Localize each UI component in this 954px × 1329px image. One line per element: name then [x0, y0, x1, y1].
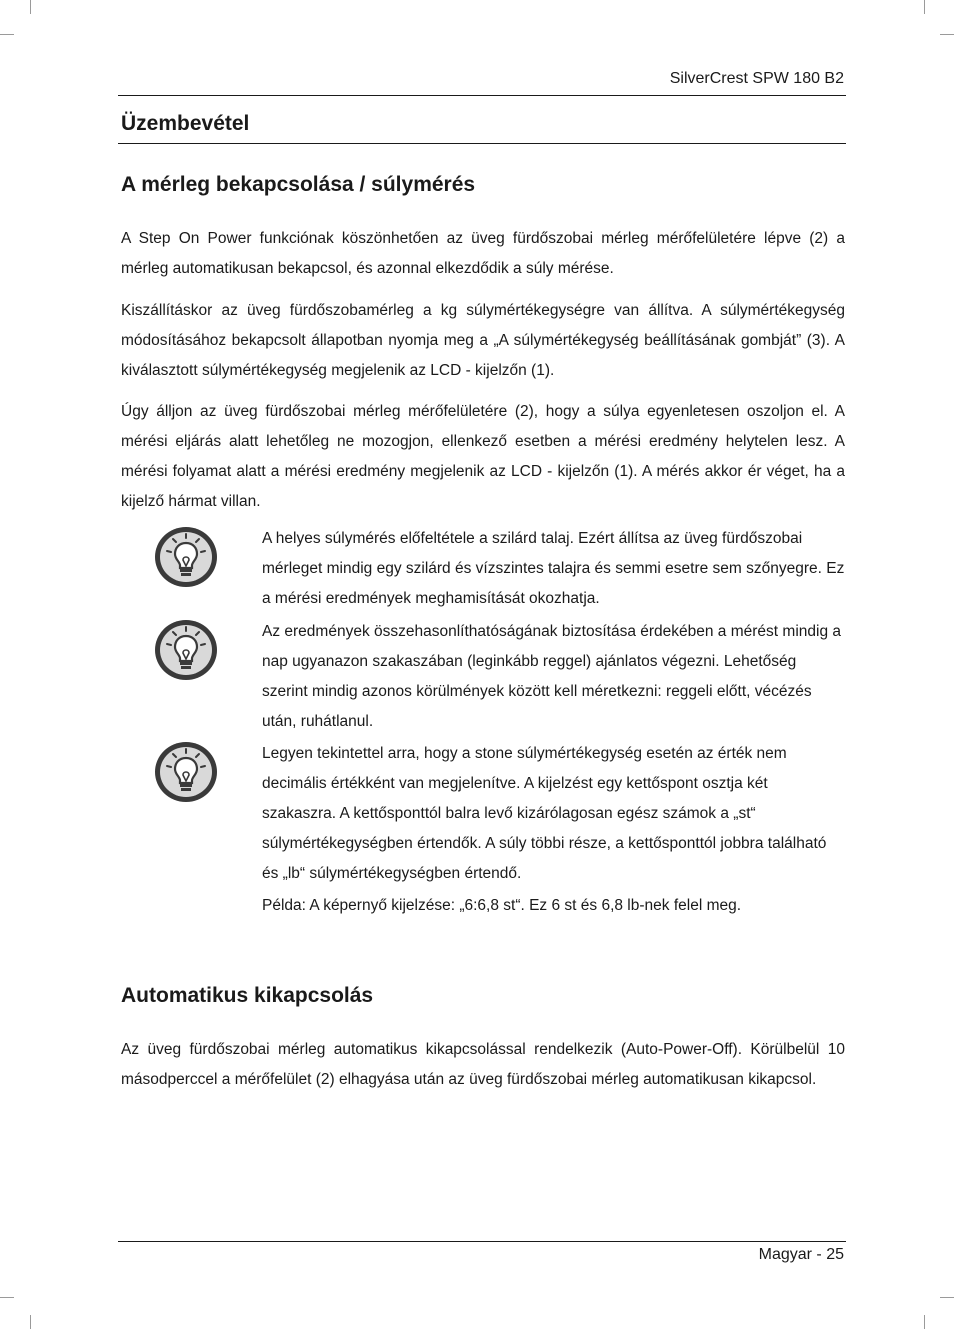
- crop-mark: [924, 1315, 925, 1329]
- paragraph: A Step On Power funkciónak köszönhetően az üveg fürdőszobai mérleg mérőfelületére lépve (2) a mérleg automatikusan bekapcsol, és azonnal elkezdődik a súly mérése.: [121, 230, 845, 277]
- crop-mark: [924, 0, 925, 14]
- section-title: Üzembevétel: [121, 112, 250, 135]
- footer-rule: [118, 1241, 846, 1242]
- page-number: Magyar - 25: [758, 1246, 844, 1263]
- crop-mark: [940, 1297, 954, 1298]
- lightbulb-icon: [154, 619, 218, 681]
- heading-auto-off: Automatikus kikapcsolás: [121, 984, 374, 1007]
- crop-mark: [0, 1297, 14, 1298]
- tip-text: Az eredmények összehasonlíthatóságának biztosítása érdekében a mérést mindig a nap ugyanazon szakaszában (leginkább reggel) ajánlatos végezni. Lehetőség szerint mindig azonos körülmények között kell méretkezni: reggeli előtt, vécézés után, ruhátlanul.: [262, 623, 842, 730]
- lightbulb-icon: [154, 526, 218, 588]
- crop-mark: [940, 34, 954, 35]
- heading-weighing: A mérleg bekapcsolása / súlymérés: [121, 173, 476, 196]
- header-rule: [118, 95, 846, 96]
- crop-mark: [30, 0, 31, 14]
- tip-text: Legyen tekintettel arra, hogy a stone súlymértékegység esetén az érték nem decimális értékként van megjelenítve. A kijelzést egy kettőspont osztja két szakaszra. A kettősponttól balra levő kizárólagosan egész számok a „st“ súlymértékegységben értendők. A súly többi része, a kettősponttól jobbra található és „lb“ súlymértékegységben értendő.: [262, 745, 827, 882]
- paragraph: Úgy álljon az üveg fürdőszobai mérleg mérőfelületére (2), hogy a súlya egyenletesen oszoljon el. A mérési eljárás alatt lehetőleg ne mozogjon, ellenkező esetben a mérési eredmény helytelen lesz. A mérési folyamat alatt a mérési eredmény megjelenik az LCD - kijelzőn (1). A mérés akkor ér véget, ha a kijelző hármat villan.: [121, 403, 845, 510]
- paragraph: Az üveg fürdőszobai mérleg automatikus kikapcsolással rendelkezik (Auto-Power-Off). Körülbelül 10 másodperccel a mérőfelület (2) elhagyása után az üveg fürdőszobai mérleg automatikusan kikapcsol.: [121, 1041, 845, 1088]
- crop-mark: [30, 1315, 31, 1329]
- tip-text: A helyes súlymérés előfeltétele a szilárd talaj. Ezért állítsa az üveg fürdőszobai mérleget mindig egy szilárd és vízszintes talajra és semmi esetre sem szőnyegre. Ez a mérési eredmények meghamisítását okozhatja.: [262, 530, 845, 607]
- running-header: SilverCrest SPW 180 B2: [669, 70, 844, 87]
- example-text: Példa: A képernyő kijelzése: „6:6,8 st“. Ez 6 st és 6,8 lb-nek felel meg.: [262, 897, 742, 914]
- crop-mark: [0, 34, 14, 35]
- paragraph: Kiszállításkor az üveg fürdőszobamérleg a kg súlymértékegységre van állítva. A súlymértékegység módosításához bekapcsolt állapotban nyomja meg a „A súlymértékegység beállításának gombját” (3). A kiválasztott súlymértékegység megjelenik az LCD - kijelzőn (1).: [121, 302, 845, 379]
- lightbulb-icon: [154, 741, 218, 803]
- section-title-rule: [118, 143, 846, 144]
